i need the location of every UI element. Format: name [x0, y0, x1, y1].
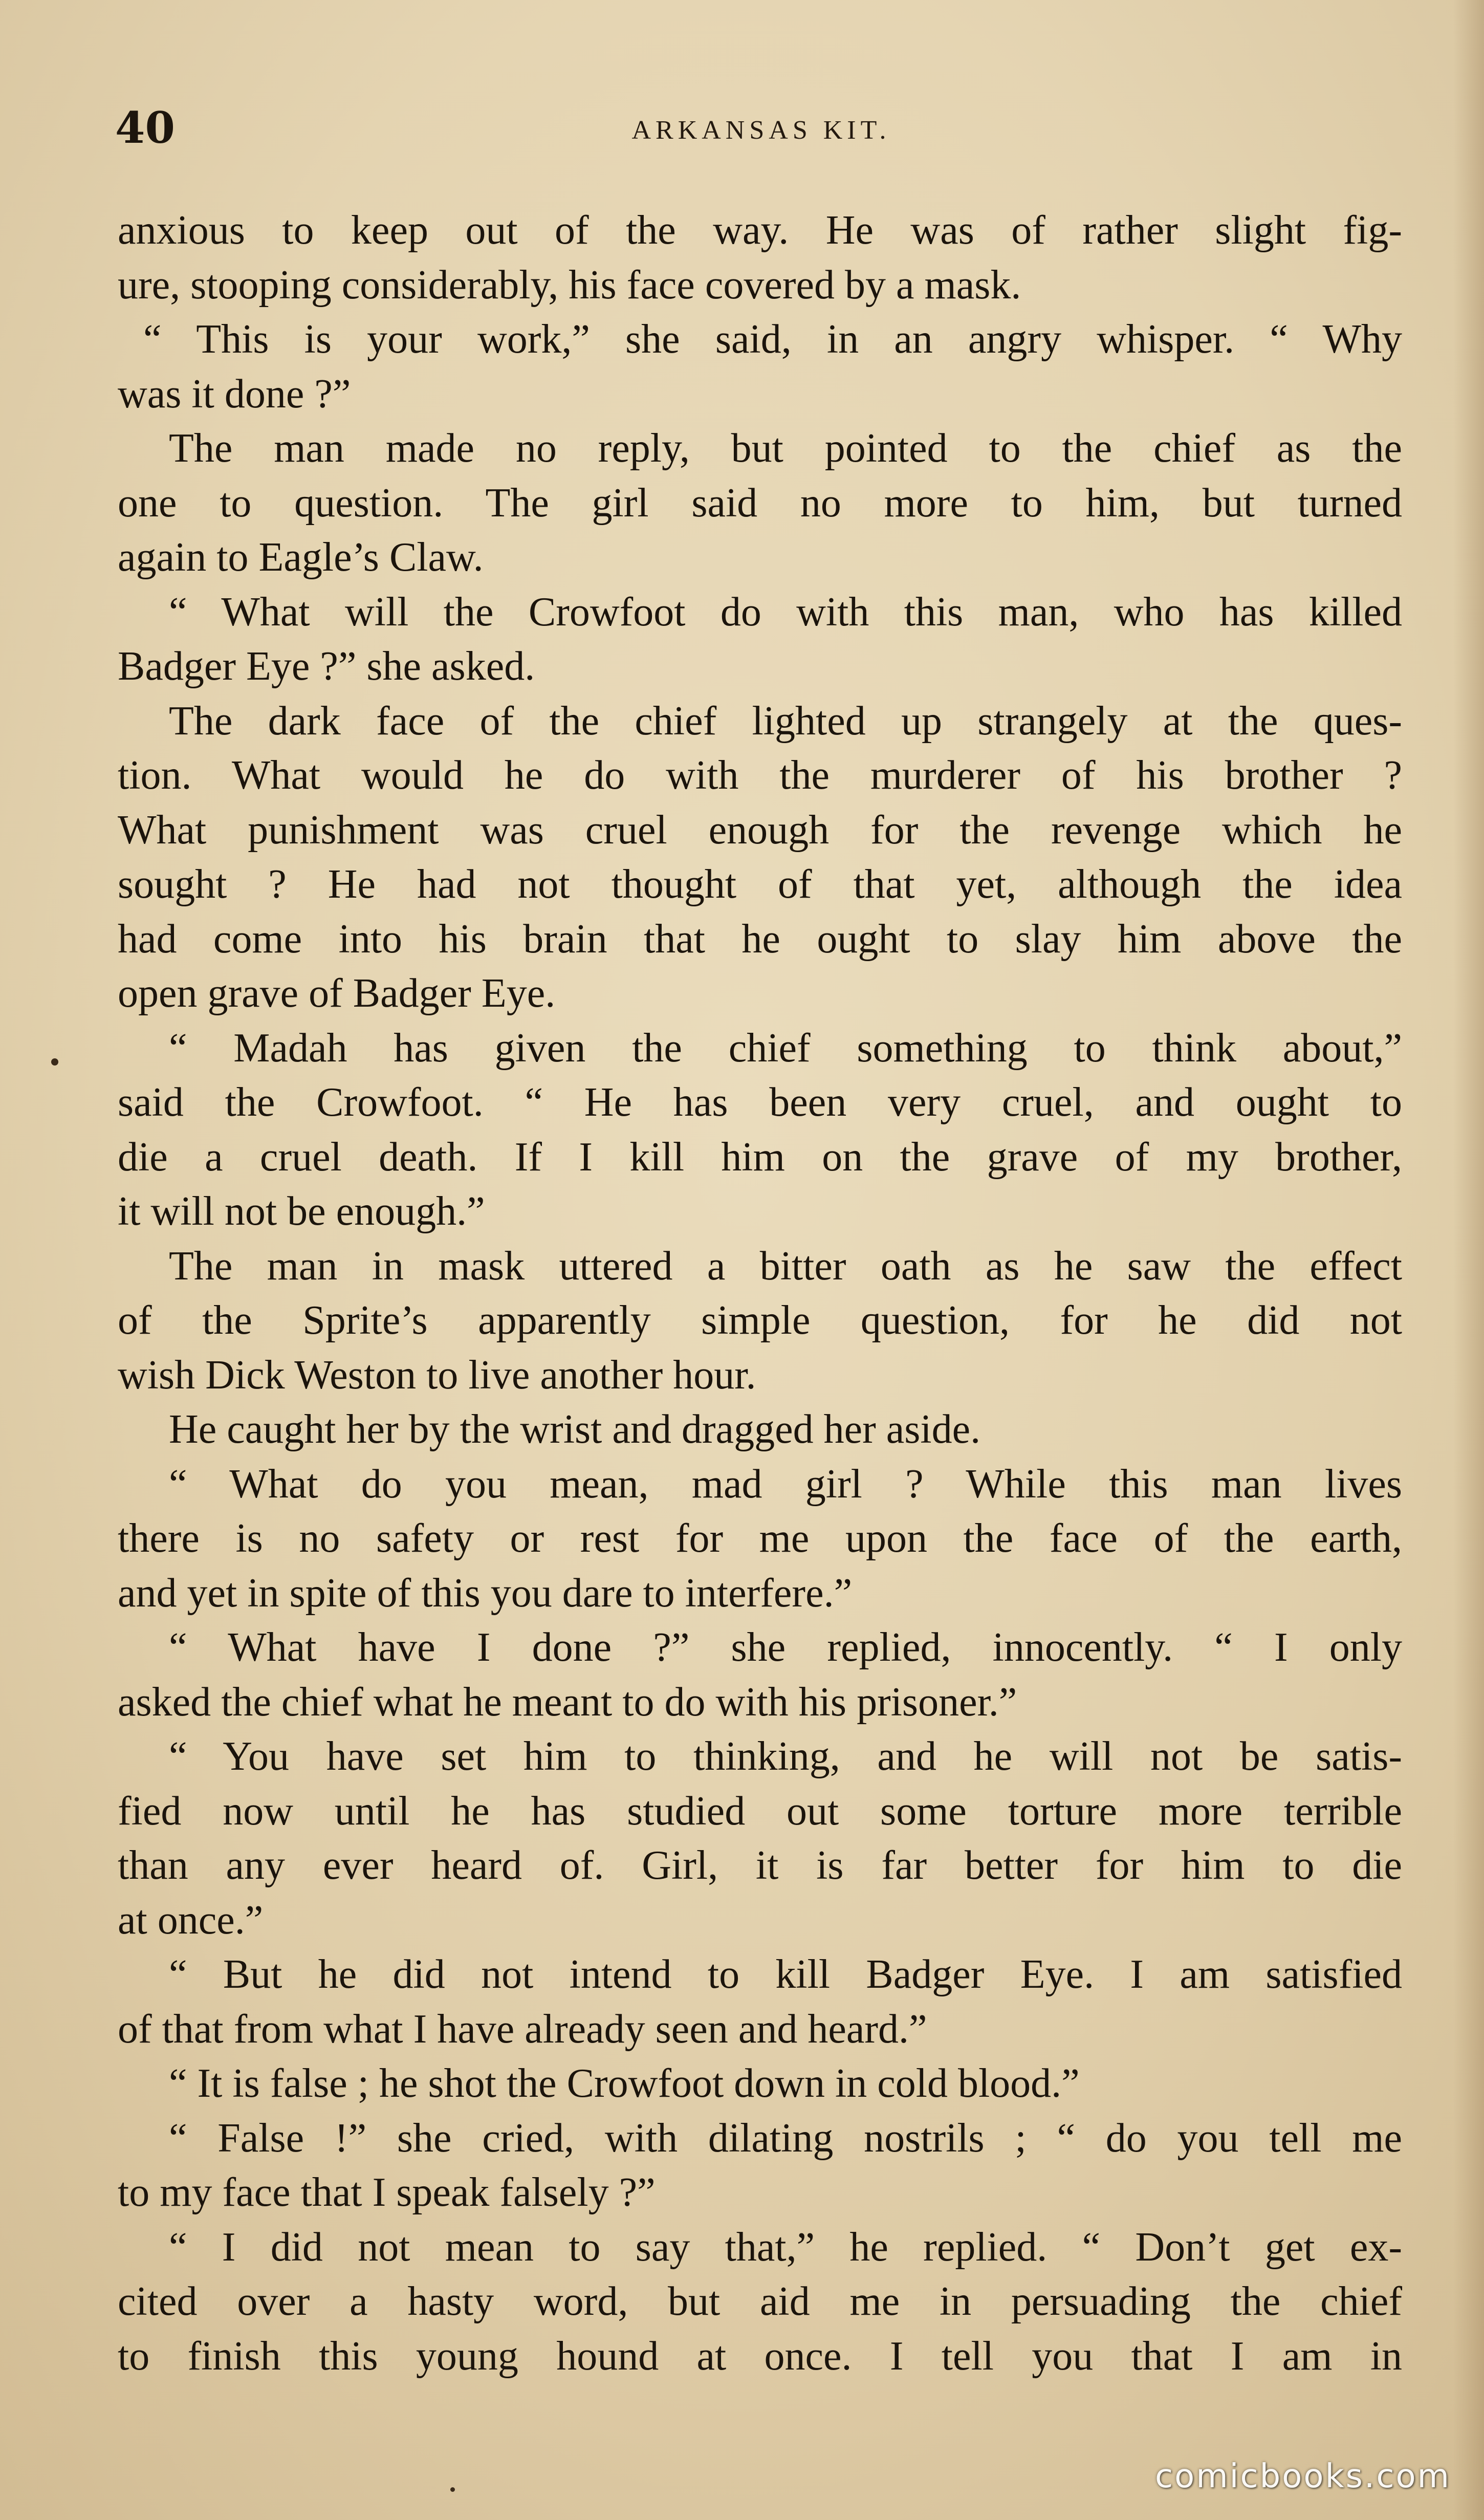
text-line: “ What do you mean, mad girl ? While this man lives	[169, 1461, 1402, 1507]
text-line: wish Dick Weston to live another hour.	[118, 1352, 756, 1398]
text-line: was it done ?”	[118, 371, 351, 417]
text-line: Badger Eye ?” she asked.	[118, 644, 535, 689]
text-line: said the Crowfoot. “ He has been very cruel, and ought to	[118, 1080, 1402, 1125]
page-edge-shadow	[1453, 0, 1484, 2520]
text-line: to finish this young hound at once. I tell you that I am in	[118, 2333, 1402, 2379]
text-line: it will not be enough.”	[118, 1189, 485, 1234]
text-line: “ It is false ; he shot the Crowfoot down in cold blood.”	[169, 2061, 1080, 2106]
text-line: one to question. The girl said no more to him, but turned	[118, 480, 1402, 526]
text-line: anxious to keep out of the way. He was of rather slight fig-	[118, 208, 1402, 253]
text-line: of that from what I have already seen and heard.”	[118, 2006, 927, 2052]
text-line: and yet in spite of this you dare to interfere.”	[118, 1570, 853, 1616]
running-head: ARKANSAS KIT.	[631, 116, 891, 145]
text-line: “ Madah has given the chief something to think about,”	[169, 1025, 1402, 1071]
text-line: again to Eagle’s Claw.	[118, 535, 484, 580]
text-line: tion. What would he do with the murderer of his brother ?	[118, 753, 1402, 798]
page-header	[115, 100, 1407, 156]
text-line: The man made no reply, but pointed to the chief as the	[169, 426, 1402, 471]
text-line: ure, stooping considerably, his face covered by a mask.	[118, 262, 1021, 308]
text-line: open grave of Badger Eye.	[118, 971, 556, 1016]
text-line: “ But he did not intend to kill Badger Eye. I am satisfied	[169, 1952, 1402, 1997]
text-line: The man in mask uttered a bitter oath as he saw the effect	[169, 1243, 1402, 1289]
text-line: What punishment was cruel enough for the revenge which he	[118, 807, 1402, 853]
text-line: at once.”	[118, 1897, 264, 1943]
text-line: “ False !” she cried, with dilating nostrils ; “ do you tell me	[169, 2115, 1402, 2161]
ink-speck	[450, 2487, 455, 2492]
text-line: “ I did not mean to say that,” he replied. “ Don’t get ex-	[169, 2224, 1402, 2270]
text-line: asked the chief what he meant to do with his prisoner.”	[118, 1679, 1017, 1725]
text-line: of the Sprite’s apparently simple question, for he did not	[118, 1298, 1402, 1343]
text-line: “ What have I done ?” she replied, innocently. “ I only	[169, 1625, 1402, 1670]
text-line: “ This is your work,” she said, in an angry whisper. “ Why	[143, 317, 1402, 362]
text-line: there is no safety or rest for me upon the face of the earth,	[118, 1516, 1402, 1561]
text-line: cited over a hasty word, but aid me in persuading the chief	[118, 2279, 1402, 2324]
watermark: comicbooks.com	[1154, 2458, 1451, 2495]
text-line: fied now until he has studied out some torture more terrible	[118, 1788, 1402, 1834]
text-line: had come into his brain that he ought to slay him above the	[118, 916, 1402, 962]
text-line: die a cruel death. If I kill him on the grave of my brother,	[118, 1134, 1402, 1180]
text-line: The dark face of the chief lighted up strangely at the ques-	[169, 698, 1402, 744]
text-line: He caught her by the wrist and dragged her aside.	[169, 1407, 981, 1452]
text-line: sought ? He had not thought of that yet, although the idea	[118, 862, 1402, 907]
text-line: than any ever heard of. Girl, it is far better for him to die	[118, 1843, 1402, 1888]
text-line: to my face that I speak falsely ?”	[118, 2170, 656, 2215]
body-text	[118, 203, 1402, 2383]
ink-speck	[51, 1058, 58, 1066]
page-number: 40	[115, 102, 175, 153]
text-line: “ What will the Crowfoot do with this man, who has killed	[169, 589, 1402, 635]
text-line: “ You have set him to thinking, and he will not be satis-	[169, 1734, 1402, 1779]
